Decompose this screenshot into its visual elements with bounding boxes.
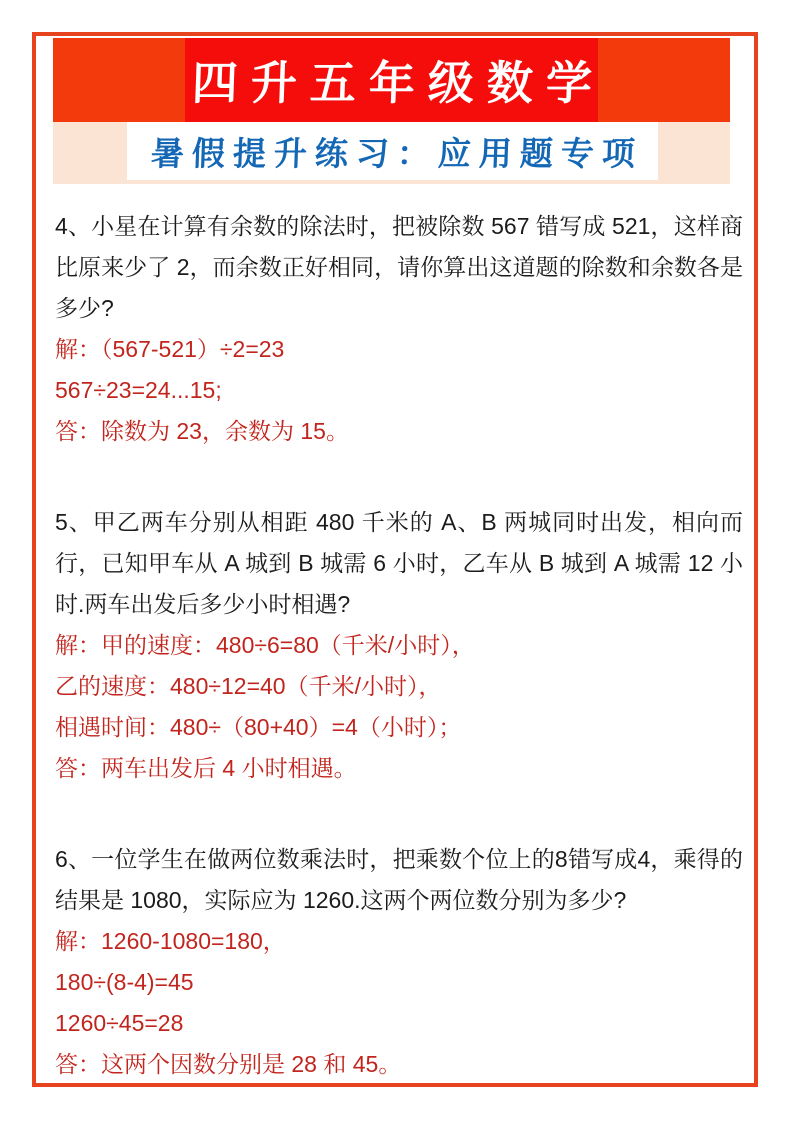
problem-block-5 bbox=[55, 502, 743, 789]
answer-line: 答：除数为 23，余数为 15。 bbox=[55, 418, 349, 444]
title-banner-inner bbox=[185, 38, 606, 122]
solution-line: 相遇时间：480÷（80+40）=4（小时）； bbox=[55, 714, 462, 740]
solution-line: 567÷23=24...15; bbox=[55, 377, 222, 403]
problem-block-4 bbox=[55, 206, 743, 452]
solution-line: 乙的速度：480÷12=40（千米/小时）， bbox=[55, 673, 442, 699]
solution-line: 解：甲的速度：480÷6=80（千米/小时）， bbox=[55, 632, 475, 658]
solution-line: 1260÷45=28 bbox=[55, 1010, 184, 1036]
title-banner bbox=[53, 38, 730, 122]
answer-line: 答：这两个因数分别是 28 和 45。 bbox=[55, 1051, 402, 1077]
worksheet-content bbox=[55, 206, 743, 1085]
page-subtitle: 暑假提升练习：应用题专项 bbox=[149, 134, 644, 172]
problem-question: 6、一位学生在做两位数乘法时，把乘数个位上的8错写成4，乘得的结果是 1080，实际应为 1260.这两个两位数分别为多少? bbox=[55, 846, 743, 913]
subtitle-box bbox=[127, 122, 658, 180]
answer-line: 答：两车出发后 4 小时相遇。 bbox=[55, 755, 357, 781]
problem-question: 5、甲乙两车分别从相距 480 千米的 A、B 两城同时出发，相向而行，已知甲车从 A 城到 B 城需 6 小时，乙车从 B 城到 A 城需 12 小时.两车出发后多少小时相遇? bbox=[55, 509, 743, 617]
problem-question: 4、小星在计算有余数的除法时，把被除数 567 错写成 521，这样商比原来少了 2，而余数正好相同，请你算出这道题的除数和余数各是多少? bbox=[55, 213, 743, 321]
solution-line: 180÷(8-4)=45 bbox=[55, 969, 194, 995]
problem-block-6 bbox=[55, 839, 743, 1085]
subtitle-banner bbox=[53, 122, 730, 184]
page-title: 四升五年级数学 bbox=[190, 57, 606, 109]
solution-line: 解：（567-521）÷2=23 bbox=[55, 336, 285, 362]
solution-line: 解：1260-1080=180， bbox=[55, 928, 286, 954]
